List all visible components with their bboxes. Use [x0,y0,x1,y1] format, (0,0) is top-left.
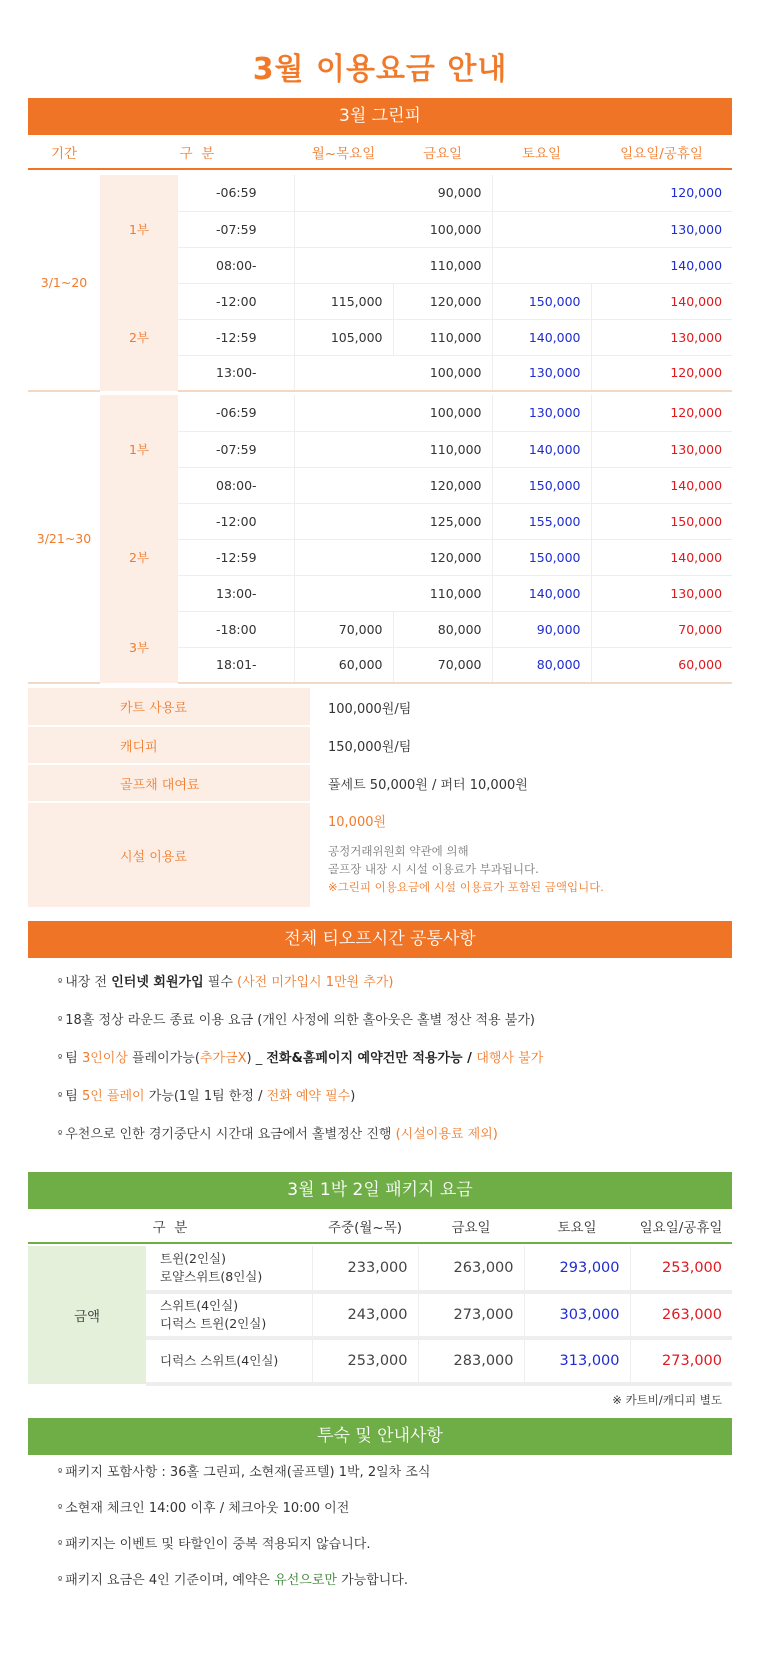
price-sat: 90,000 [492,611,591,647]
price-weekday-fri: 110,000 [294,431,492,467]
greenfee-table [28,135,732,684]
header-weekday: 월~목요일 [294,135,393,169]
pkg-header-sat: 토요일 [524,1209,630,1243]
price-sat: 130,000 [492,355,591,391]
price-weekday-fri: 120,000 [294,467,492,503]
tee-time: -07:59 [178,211,294,247]
price-sat: 140,000 [492,319,591,355]
price-weekday-fri: 110,000 [294,575,492,611]
price-fri: 70,000 [393,647,492,683]
price-sat: 140,000 [492,431,591,467]
facility-note: 공정거래위원회 약관에 의해 [328,844,469,858]
price-sat: 80,000 [492,647,591,683]
package-price-weekday: 253,000 [312,1338,418,1384]
price-sun: 120,000 [591,355,732,391]
price-sun: 140,000 [591,539,732,575]
header-period: 기간 [28,135,100,169]
price-sun: 120,000 [591,395,732,431]
facility-price: 10,000원 [328,815,387,830]
tee-time: -12:00 [178,283,294,319]
part-label: 1부 [100,175,178,283]
common-bar: 전체 티오프시간 공통사항 [28,921,732,958]
note-line: $^º$ 18홀 정상 라운드 종료 이용 요금 (개인 사정에 의한 홀아웃은 홀별 정산 적용 불가) [58,1013,535,1028]
tee-time: -07:59 [178,431,294,467]
price-sun: 130,000 [591,319,732,355]
price-sat: 150,000 [492,283,591,319]
price-weekday-fri: 100,000 [294,211,492,247]
room-type [146,1292,312,1338]
package-table [28,1209,732,1386]
package-section [28,1172,732,1414]
tee-time: -12:59 [178,539,294,575]
pkg-header-category: 구 분 [28,1209,312,1243]
extra-fees-table [28,688,732,909]
part-label: 1부 [100,395,178,503]
price-sun: 150,000 [591,503,732,539]
price-sun: 140,000 [591,467,732,503]
table-row [28,283,732,319]
facility-note: 골프장 내장 시 시설 이용료가 부과됩니다. [328,862,539,876]
note-line: $^º$ 패키지 포함사항 : 36홀 그린피, 소현재(골프텔) 1박, 2일차 조식 [58,1465,431,1480]
caddie-fee-value: 150,000원/팀 [328,739,412,755]
part-label: 2부 [100,283,178,391]
tee-time: -06:59 [178,175,294,211]
note-line: $^º$ 우천으로 인한 경기중단시 시간대 요금에서 홀별정산 진행 (시설이용료 제외) [58,1127,498,1142]
pkg-header-fri: 금요일 [418,1209,524,1243]
note-line: $^º$ 내장 전 인터넷 회원가입 필수 (사전 미가입시 1만원 추가) [58,975,394,990]
price-fri: 120,000 [393,283,492,319]
tee-time: -18:00 [178,611,294,647]
stay-notes [28,1455,732,1599]
package-price-sun: 263,000 [630,1292,732,1338]
price-sat: 130,000 [492,395,591,431]
price-weekday-fri: 120,000 [294,539,492,575]
greenfee-section [28,98,732,909]
price-weekday: 70,000 [294,611,393,647]
club-rental-label: 골프채 대여료 [28,764,310,802]
header-fri: 금요일 [393,135,492,169]
price-sat-sun: 140,000 [492,247,732,283]
tee-time: 13:00- [178,575,294,611]
club-rental-value: 풀세트 50,000원 / 퍼터 10,000원 [328,777,528,793]
table-row [28,611,732,647]
tee-time: -12:59 [178,319,294,355]
price-weekday-fri: 125,000 [294,503,492,539]
tee-time: 13:00- [178,355,294,391]
price-weekday-fri: 110,000 [294,247,492,283]
note-line: $^º$ 팀 3인이상 플레이가능(추가금X) _ 전화&홈페이지 예약건만 적용가능 / 대행사 불가 [58,1051,544,1066]
tee-time: -12:00 [178,503,294,539]
tee-time: 08:00- [178,467,294,503]
room-line: 로얄스위트(8인실) [160,1269,263,1284]
package-price-sun: 253,000 [630,1246,732,1292]
note-line: $^º$ 패키지는 이벤트 및 타할인이 중복 적용되지 않습니다. [58,1537,371,1552]
stay-section [28,1418,732,1599]
period-label: 3/21~30 [28,395,100,683]
package-price-sat: 313,000 [524,1338,630,1384]
common-section [28,921,732,1154]
price-sun: 60,000 [591,647,732,683]
price-weekday-fri: 100,000 [294,395,492,431]
room-type [146,1338,312,1384]
note-line: $^º$ 패키지 요금은 4인 기준이며, 예약은 유선으로만 가능합니다. [58,1573,408,1588]
common-notes [28,958,732,1154]
price-sun: 130,000 [591,431,732,467]
pkg-header-sun: 일요일/공휴일 [630,1209,732,1243]
part-label: 3부 [100,611,178,683]
tee-time: 18:01- [178,647,294,683]
package-footnote: ※ 카트비/캐디피 별도 [612,1393,722,1407]
price-sat: 150,000 [492,467,591,503]
table-row [28,1246,732,1292]
cart-fee-label: 카트 사용료 [28,688,310,726]
note-line: $^º$ 팀 5인 플레이 가능(1일 1팀 한정 / 전화 예약 필수) [58,1089,356,1104]
tee-time: -06:59 [178,395,294,431]
price-sat: 140,000 [492,575,591,611]
package-price-weekday: 243,000 [312,1292,418,1338]
stay-bar: 투숙 및 안내사항 [28,1418,732,1455]
package-group-label: 금액 [28,1246,146,1384]
tee-time: 08:00- [178,247,294,283]
room-line: 디럭스 트윈(2인실) [160,1316,267,1331]
price-sun: 70,000 [591,611,732,647]
table-row [28,395,732,431]
note-line: $^º$ 소현재 체크인 14:00 이후 / 체크아웃 10:00 이전 [58,1501,350,1516]
package-price-sat: 303,000 [524,1292,630,1338]
package-price-fri: 263,000 [418,1246,524,1292]
package-price-sat: 293,000 [524,1246,630,1292]
price-sat: 155,000 [492,503,591,539]
period-label: 3/1~20 [28,175,100,391]
pkg-header-weekday: 주중(월~목) [312,1209,418,1243]
caddie-fee-label: 캐디피 [28,726,310,764]
table-row [28,175,732,211]
price-weekday: 115,000 [294,283,393,319]
price-weekday-fri: 90,000 [294,175,492,211]
header-sat: 토요일 [492,135,591,169]
price-weekday: 60,000 [294,647,393,683]
package-bar: 3월 1박 2일 패키지 요금 [28,1172,732,1209]
part-label: 2부 [100,503,178,611]
facility-fee-label: 시설 이용료 [28,802,310,908]
price-sun: 140,000 [591,283,732,319]
price-sun: 130,000 [591,575,732,611]
room-line: 트윈(2인실) [160,1251,227,1266]
facility-fee-value [310,802,732,908]
cart-fee-value: 100,000원/팀 [328,701,412,717]
room-line: 디럭스 스위트(4인실) [160,1353,279,1368]
room-line: 스위트(4인실) [160,1298,239,1313]
package-price-fri: 273,000 [418,1292,524,1338]
package-price-sun: 273,000 [630,1338,732,1384]
price-sat-sun: 130,000 [492,211,732,247]
greenfee-bar: 3월 그린피 [28,98,732,135]
price-weekday-fri: 100,000 [294,355,492,391]
header-category: 구 분 [100,135,294,169]
room-type [146,1246,312,1292]
table-row [28,503,732,539]
package-price-weekday: 233,000 [312,1246,418,1292]
header-sun: 일요일/공휴일 [591,135,732,169]
price-sat: 150,000 [492,539,591,575]
facility-note-highlight: ※그린피 이용요금에 시설 이용료가 포함된 금액입니다. [328,880,604,894]
price-fri: 110,000 [393,319,492,355]
package-price-fri: 283,000 [418,1338,524,1384]
price-sat-sun: 120,000 [492,175,732,211]
price-weekday: 105,000 [294,319,393,355]
price-fri: 80,000 [393,611,492,647]
page-title: 3월 이용요금 안내 [252,52,508,87]
